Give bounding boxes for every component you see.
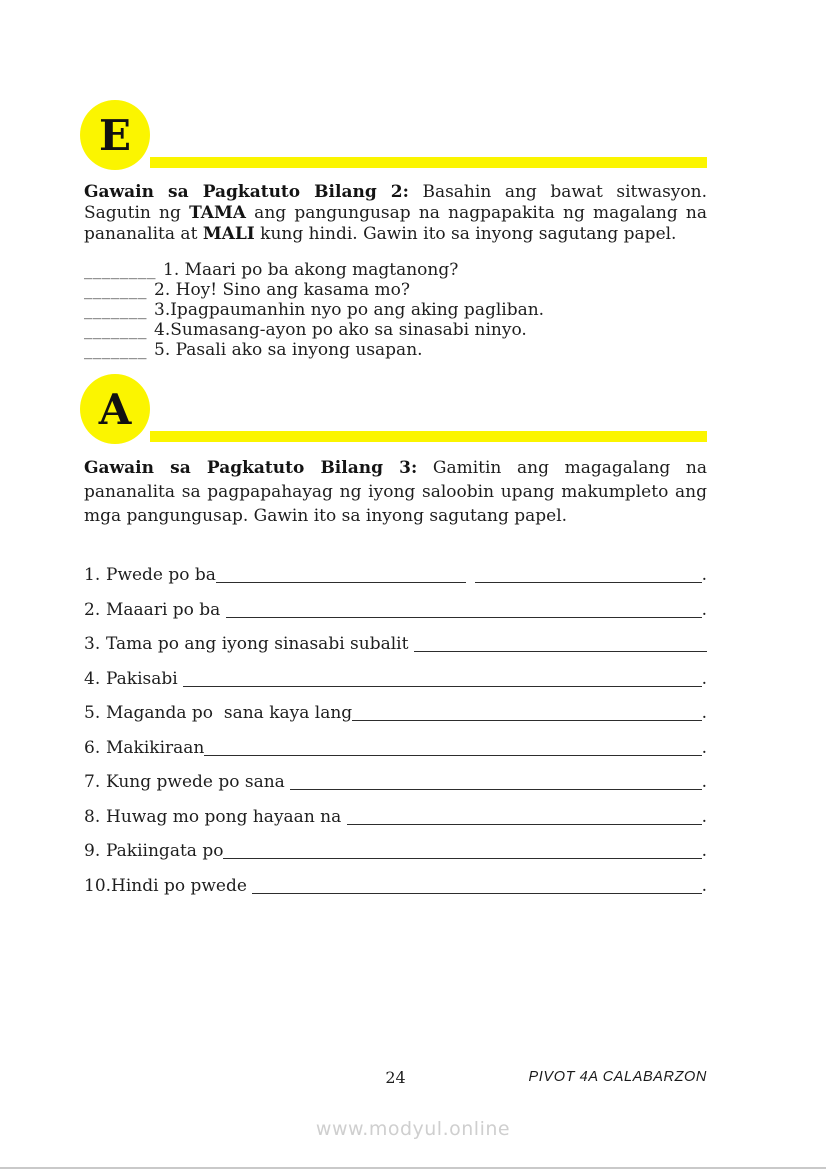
answer-blank: ________ (84, 260, 156, 280)
situation-item (84, 260, 707, 280)
situation-list (84, 260, 707, 360)
item-label: Tama po ang iyong sinasabi subalit (106, 634, 414, 654)
completion-item (84, 703, 707, 721)
activity-2-keyword-mali: MALI (202, 224, 255, 244)
item-label: Makikiraan (106, 737, 205, 758)
item-number: 5. (84, 703, 101, 723)
situation-text: 5. Pasali ako sa inyong usapan. (154, 340, 423, 360)
situation-text: 3.Ipagpaumanhin nyo po ang aking pagliban. (154, 300, 545, 320)
situation-item (84, 340, 707, 360)
sentence-period: . (701, 703, 707, 723)
section-e-rule (150, 157, 707, 168)
activity-2-text-1: Basahin ang bawat sitwasyon. Sagutin ng (84, 182, 707, 223)
completion-item (84, 876, 707, 894)
situation-item (84, 300, 707, 320)
completion-list (84, 565, 707, 894)
answer-blank-line (226, 616, 702, 618)
item-label: Maganda po sana kaya lang (106, 703, 353, 723)
item-number: 1. (84, 565, 101, 585)
answer-blank-line (475, 581, 701, 583)
answer-blank: _______ (84, 280, 147, 300)
activity-3-text: Gamitin ang magagalang na pananalita sa pagpapahayag ng iyong saloobin upang makumpleto ang mga pangungusap. Gawin ito sa inyong sagutang papel. (84, 458, 707, 526)
completion-item (84, 669, 707, 687)
answer-blank-line (216, 581, 466, 583)
activity-2-instructions (84, 182, 707, 245)
item-label: Maaari po ba (106, 599, 226, 620)
section-a-badge-letter: A (98, 384, 132, 434)
item-number: 10. (84, 875, 112, 896)
situation-item (84, 320, 707, 340)
page-content (84, 0, 707, 910)
answer-blank-line (352, 719, 701, 721)
section-e-badge-letter: E (98, 110, 131, 160)
answer-blank: _______ (84, 320, 147, 340)
situation-text: 4.Sumasang-ayon po ako sa sinasabi ninyo. (154, 320, 527, 340)
section-a-header (84, 374, 707, 444)
item-label: Pwede po ba (106, 565, 216, 585)
answer-blank-line (183, 685, 701, 687)
completion-item (84, 738, 707, 756)
sentence-period: . (701, 668, 707, 689)
footer-branding: PIVOT 4A CALABARZON (528, 1069, 707, 1085)
situation-text: 1. Maari po ba akong magtanong? (163, 260, 459, 280)
answer-blank-line (204, 754, 701, 756)
item-label: Kung pwede po sana (106, 772, 291, 792)
completion-item (84, 634, 707, 652)
section-e-badge (80, 100, 150, 170)
watermark-text: www.modyul.online (315, 1118, 511, 1140)
item-label: Hindi po pwede (111, 875, 253, 896)
item-label: Pakiingata po (106, 841, 224, 861)
situation-item (84, 280, 707, 300)
sentence-period: . (701, 875, 707, 896)
activity-2-text-3: kung hindi. Gawin ito sa inyong sagutang papel. (254, 224, 677, 244)
situation-text: 2. Hoy! Sino ang kasama mo? (154, 280, 410, 300)
answer-blank-line (347, 823, 702, 825)
item-number: 6. (84, 737, 101, 758)
completion-item (84, 772, 707, 790)
answer-blank-line (252, 892, 701, 894)
activity-2-keyword-tama: TAMA (189, 203, 246, 223)
answer-blank-line (290, 788, 701, 790)
item-label: Huwag mo pong hayaan na (106, 806, 347, 827)
answer-blank-line (223, 857, 701, 859)
item-number: 2. (84, 599, 101, 620)
answer-blank: _______ (84, 300, 147, 320)
sentence-period: . (701, 806, 707, 827)
completion-item (84, 841, 707, 859)
sentence-period: . (701, 565, 707, 585)
item-number: 7. (84, 772, 101, 792)
section-a-badge (80, 374, 150, 444)
section-e-header (84, 100, 707, 170)
activity-3-instructions (84, 456, 707, 528)
sentence-period: . (701, 772, 707, 792)
section-a-rule (150, 431, 707, 442)
answer-blank-line (414, 650, 707, 652)
item-number: 9. (84, 841, 101, 861)
sentence-period: . (701, 599, 707, 620)
completion-item (84, 600, 707, 618)
page-number: 24 (385, 1068, 406, 1087)
sentence-period: . (701, 841, 707, 861)
completion-item (84, 807, 707, 825)
completion-item (84, 565, 707, 583)
item-number: 4. (84, 668, 101, 689)
answer-blank: _______ (84, 340, 147, 360)
item-number: 8. (84, 806, 101, 827)
item-number: 3. (84, 634, 101, 654)
activity-2-title: Gawain sa Pagkatuto Bilang 2: (84, 182, 409, 202)
activity-3-title: Gawain sa Pagkatuto Bilang 3: (84, 458, 418, 478)
sentence-period: . (701, 737, 707, 758)
item-label: Pakisabi (106, 668, 184, 689)
activity-2-text-2: ang pangungusap na nagpapakita ng magalang na pananalita at (84, 203, 708, 244)
